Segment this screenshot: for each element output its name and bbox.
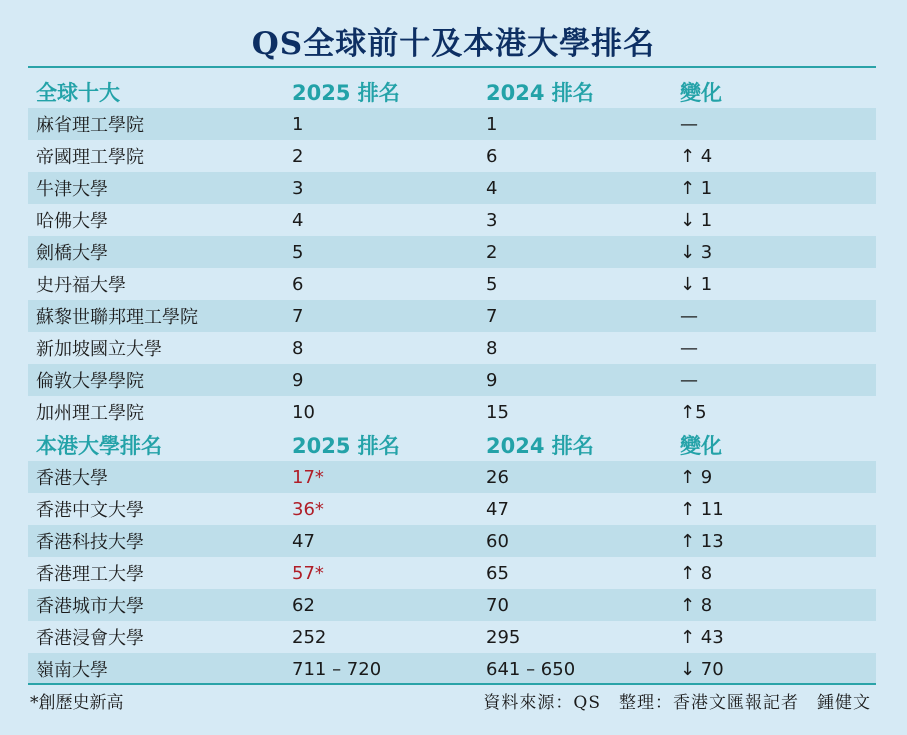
rank-change: ↑ 9	[680, 466, 713, 488]
rank-2024: 15	[486, 401, 509, 423]
rank-change: ↓ 70	[680, 658, 724, 680]
global-header-2024: 2024 排名	[486, 80, 594, 105]
rank-2024: 3	[486, 209, 498, 231]
record-high-note: *創歷史新高	[30, 693, 124, 713]
hk-universities-section	[28, 428, 876, 685]
university-name: 嶺南大學	[36, 660, 108, 681]
rank-2025: 1	[292, 113, 304, 135]
rank-2025: 9	[292, 369, 304, 391]
university-name: 香港大學	[36, 468, 108, 489]
global-header-row	[28, 75, 876, 108]
rank-2024: 295	[486, 626, 521, 648]
global-header-2025: 2025 排名	[292, 80, 400, 105]
university-name: 香港科技大學	[36, 532, 144, 553]
table-row	[28, 172, 876, 204]
rank-change: ↑ 4	[680, 145, 713, 167]
rank-2024: 4	[486, 177, 498, 199]
table-row	[28, 653, 876, 685]
rank-2025: 36*	[292, 498, 324, 520]
university-name: 劍橋大學	[36, 243, 108, 264]
table-row	[28, 204, 876, 236]
rank-change: ↑ 8	[680, 594, 713, 616]
rank-change: ↓ 3	[680, 241, 713, 263]
rank-2024: 2	[486, 241, 498, 263]
rank-2024: 47	[486, 498, 509, 520]
rank-2025: 3	[292, 177, 304, 199]
university-name: 加州理工學院	[36, 403, 144, 424]
rank-change: —	[680, 369, 698, 391]
rank-change: ↑5	[680, 401, 707, 423]
university-name: 史丹福大學	[36, 275, 126, 296]
table-row	[28, 525, 876, 557]
university-name: 香港理工大學	[36, 564, 144, 585]
rank-change: —	[680, 337, 698, 359]
university-name: 蘇黎世聯邦理工學院	[36, 307, 198, 328]
table-row	[28, 364, 876, 396]
table-row	[28, 268, 876, 300]
university-name: 麻省理工學院	[36, 115, 144, 136]
rank-2024: 8	[486, 337, 498, 359]
rank-2025: 8	[292, 337, 304, 359]
rank-2025: 62	[292, 594, 315, 616]
table-row	[28, 621, 876, 653]
table-row	[28, 108, 876, 140]
ranking-table	[28, 75, 876, 685]
rank-2025: 17*	[292, 466, 324, 488]
table-row	[28, 461, 876, 493]
table-row	[28, 396, 876, 428]
footer-divider	[28, 683, 876, 685]
rank-2025: 7	[292, 305, 304, 327]
university-name: 新加坡國立大學	[36, 339, 162, 360]
rank-2024: 70	[486, 594, 509, 616]
rank-change: ↓ 1	[680, 209, 713, 231]
university-name: 香港城市大學	[36, 596, 144, 617]
university-name: 倫敦大學學院	[36, 371, 144, 392]
rank-change: —	[680, 305, 698, 327]
rank-change: —	[680, 113, 698, 135]
university-name: 哈佛大學	[36, 211, 108, 232]
table-row	[28, 140, 876, 172]
rank-change: ↑ 8	[680, 562, 713, 584]
rank-2025: 252	[292, 626, 327, 648]
table-row	[28, 332, 876, 364]
local-header-name: 本港大學排名	[36, 433, 162, 458]
table-row	[28, 589, 876, 621]
title-divider	[28, 66, 876, 68]
rank-change: ↑ 1	[680, 177, 713, 199]
local-header-2025: 2025 排名	[292, 433, 400, 458]
rank-2024: 6	[486, 145, 498, 167]
rank-2025: 57*	[292, 562, 324, 584]
university-name: 帝國理工學院	[36, 147, 144, 168]
rank-2024: 9	[486, 369, 498, 391]
rank-change: ↑ 43	[680, 626, 724, 648]
table-row	[28, 236, 876, 268]
local-header-change: 變化	[680, 433, 722, 458]
rank-2024: 7	[486, 305, 498, 327]
rank-2025: 10	[292, 401, 315, 423]
rank-2024: 5	[486, 273, 498, 295]
university-name: 牛津大學	[36, 179, 108, 200]
rank-2025: 4	[292, 209, 304, 231]
rank-change: ↑ 11	[680, 498, 724, 520]
rank-2025: 5	[292, 241, 304, 263]
global-header-name: 全球十大	[36, 80, 120, 105]
rank-change: ↓ 1	[680, 273, 713, 295]
source-credit: 資料來源：QS 整理：香港文匯報記者 鍾健文	[483, 693, 871, 713]
local-header-row	[28, 428, 876, 461]
global-header-change: 變化	[680, 80, 722, 105]
table-row	[28, 493, 876, 525]
global-top-ten-section	[28, 75, 876, 428]
rank-2025: 711 – 720	[292, 658, 382, 680]
rank-2025: 47	[292, 530, 315, 552]
local-header-2024: 2024 排名	[486, 433, 594, 458]
page-title: QS全球前十及本港大學排名	[251, 26, 656, 62]
rank-2024: 1	[486, 113, 498, 135]
rank-change: ↑ 13	[680, 530, 724, 552]
table-row	[28, 557, 876, 589]
rank-2025: 2	[292, 145, 304, 167]
rank-2025: 6	[292, 273, 304, 295]
rank-2024: 641 – 650	[486, 658, 576, 680]
university-name: 香港中文大學	[36, 500, 144, 521]
rank-2024: 26	[486, 466, 509, 488]
rank-2024: 65	[486, 562, 509, 584]
table-row	[28, 300, 876, 332]
university-name: 香港浸會大學	[36, 628, 144, 649]
rank-2024: 60	[486, 530, 509, 552]
